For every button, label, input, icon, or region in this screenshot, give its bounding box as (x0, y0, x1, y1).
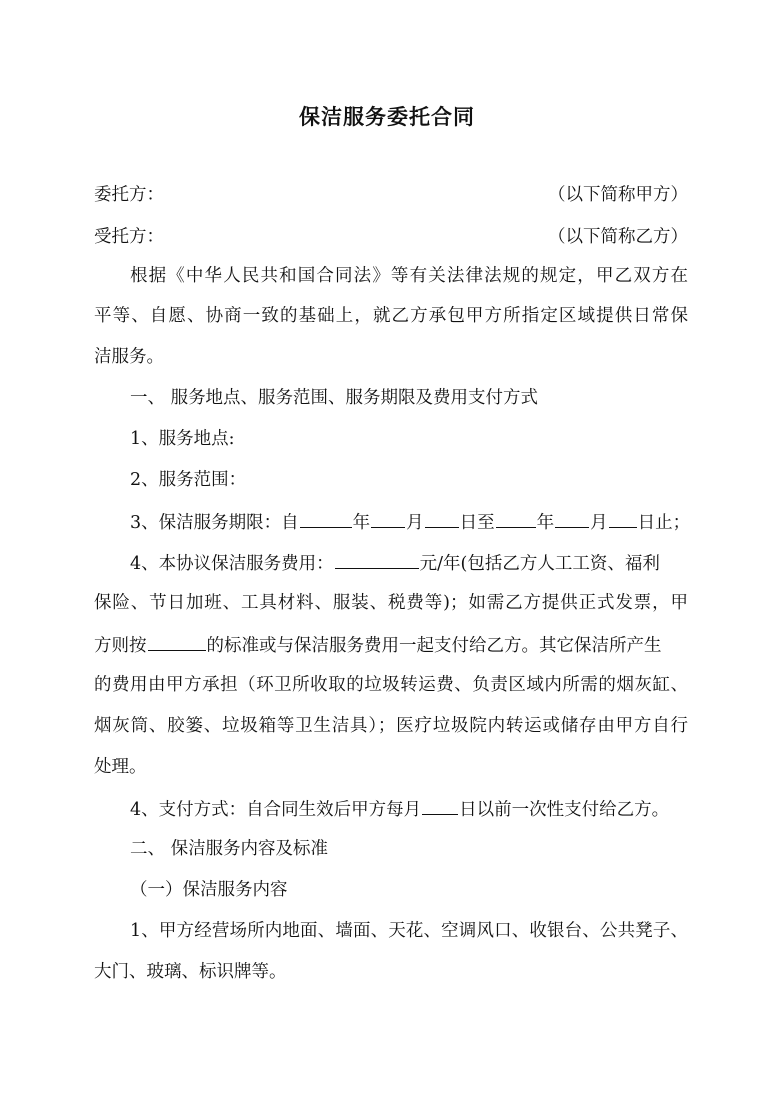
intro-line-1: 根据《中华人民共和国合同法》等有关法律法规的规定，甲乙双方在 (130, 266, 688, 286)
fee-line3-suffix: 的标准或与保洁服务费用一起支付给乙方。其它保洁所产生 (206, 636, 662, 656)
service-fee-line-1 (130, 550, 688, 576)
service-fee-line-6: 处理。 (94, 757, 147, 777)
contractor-note: （以下简称乙方） (548, 227, 688, 247)
payment-prefix: 4、支付方式：自合同生效后甲方每月 (130, 800, 422, 820)
content-item-1-line-2: 大门、玻璃、标识牌等。 (94, 962, 287, 982)
contractor-label: 受托方： (94, 227, 164, 247)
start-month-blank (371, 509, 405, 528)
document-title: 保洁服务委托合同 (299, 104, 475, 129)
invoice-standard-blank (148, 632, 206, 651)
payment-method (130, 796, 688, 822)
start-day-blank (425, 509, 459, 528)
section-2-subheading: （一）保洁服务内容 (130, 880, 288, 900)
year-label: 年 (536, 513, 555, 533)
end-year-blank (496, 509, 536, 528)
day-label: 日止； (637, 513, 691, 533)
end-day-blank (609, 509, 637, 528)
service-scope: 2、服务范围： (130, 470, 247, 490)
payment-suffix: 日以前一次性支付给乙方。 (459, 800, 670, 820)
period-prefix: 3、保洁服务期限：自 (130, 513, 299, 533)
client-party-line (94, 183, 688, 207)
fee-amount-blank (335, 550, 419, 569)
month-label: 月 (406, 513, 424, 533)
end-month-blank (555, 509, 589, 528)
content-item-1-line-1: 1、甲方经营场所内地面、墙面、天花、空调风口、收银台、公共凳子、 (130, 921, 688, 941)
month-label: 月 (590, 513, 608, 533)
intro-line-3: 洁服务。 (94, 347, 164, 367)
service-fee-line-3 (94, 632, 688, 658)
payment-day-blank (422, 796, 458, 815)
service-fee-line-5: 烟灰筒、胶篓、垃圾箱等卫生洁具）；医疗垃圾院内转运或储存由甲方自行 (94, 716, 688, 736)
fee-line3-prefix: 方则按 (94, 636, 147, 656)
service-fee-line-2: 保险、节日加班、工具材料、服装、税费等)；如需乙方提供正式发票，甲 (94, 593, 688, 613)
service-location: 1、服务地点: (130, 429, 235, 449)
fee-prefix: 4、本协议保洁服务费用： (130, 554, 334, 574)
year-label: 年 (352, 513, 371, 533)
client-label: 委托方： (94, 185, 164, 205)
intro-line-2: 平等、自愿、协商一致的基础上，就乙方承包甲方所指定区域提供日常保 (94, 306, 688, 326)
contractor-party-line (94, 225, 688, 249)
section-1-heading: 一、 服务地点、服务范围、服务期限及费用支付方式 (130, 388, 539, 408)
fee-suffix: 元/年(包括乙方人工工资、福利 (419, 554, 660, 574)
start-year-blank (300, 509, 352, 528)
client-note: （以下简称甲方） (548, 185, 688, 205)
day-label: 日至 (459, 513, 495, 533)
service-period (130, 509, 691, 535)
service-fee-line-4: 的费用由甲方承担（环卫所收取的垃圾转运费、负责区域内所需的烟灰缸、 (94, 675, 688, 695)
section-2-heading: 二、 保洁服务内容及标准 (130, 839, 329, 859)
